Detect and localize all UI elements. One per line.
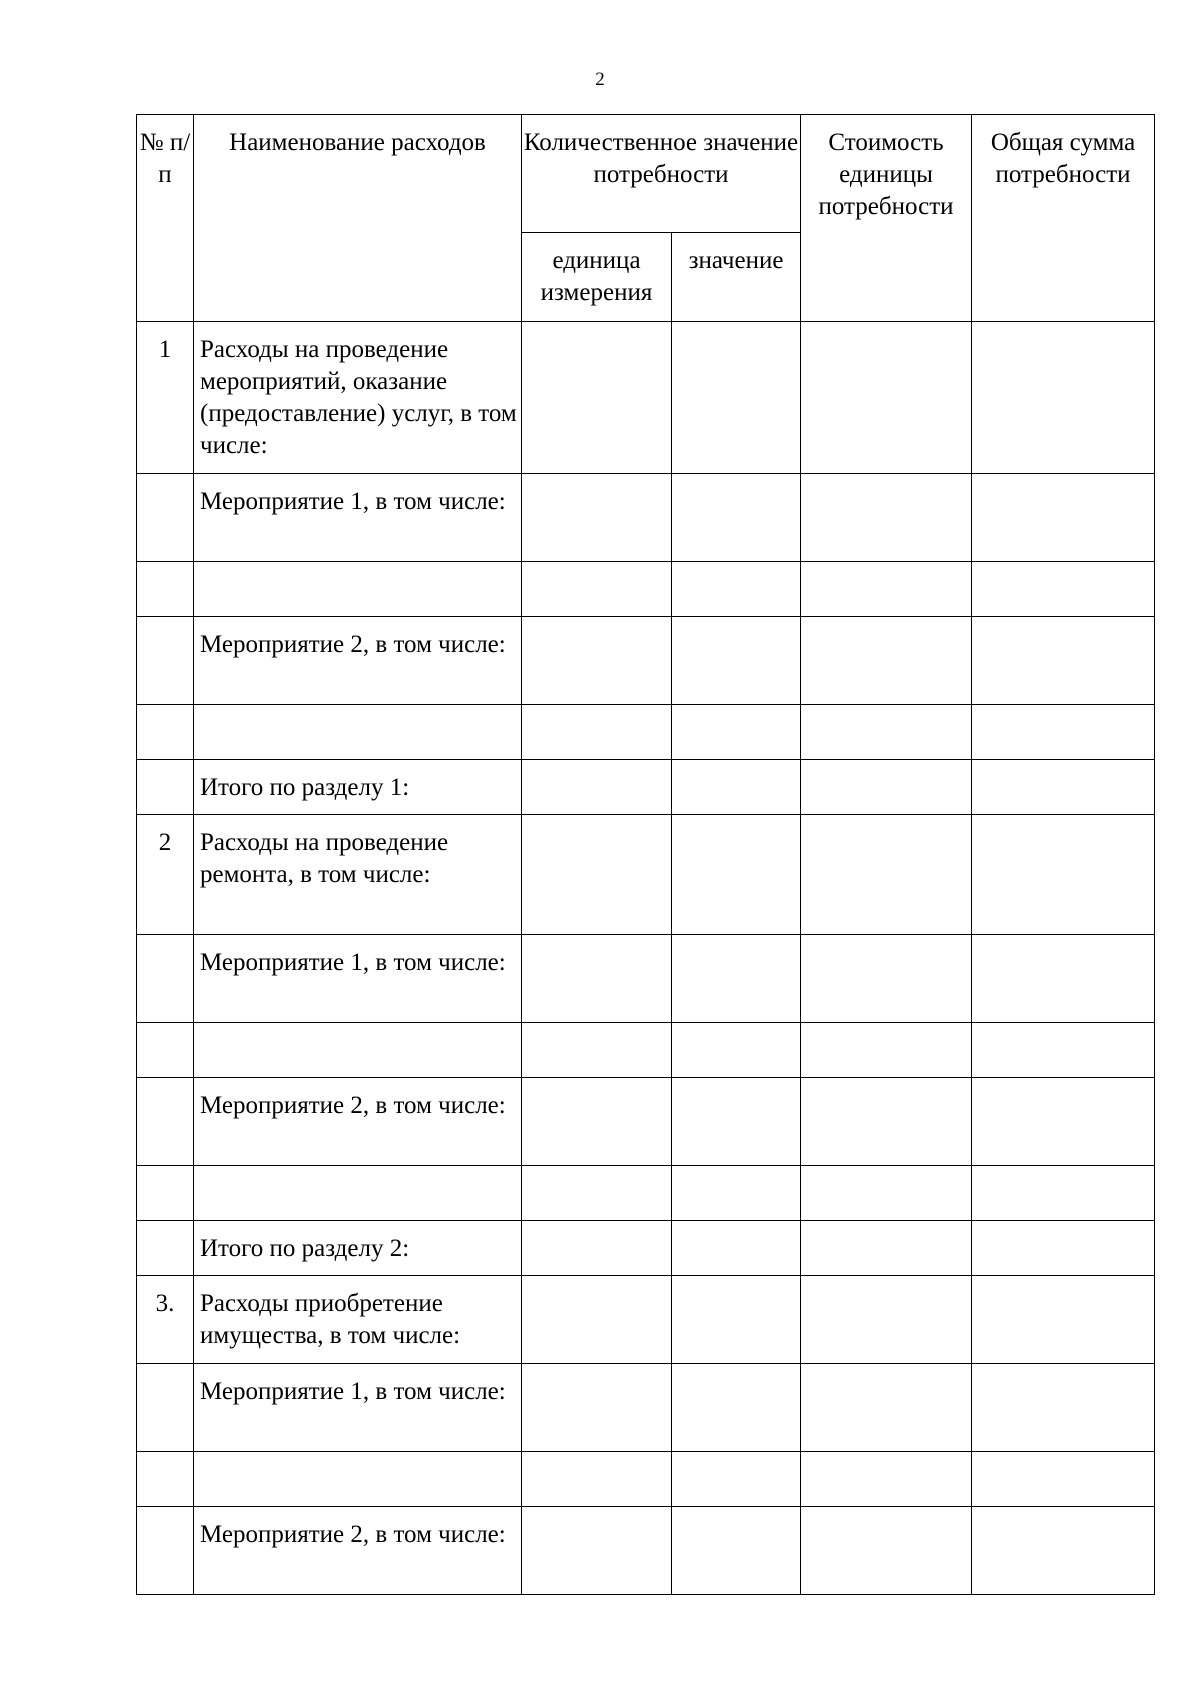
cell-unit-cost bbox=[801, 1364, 972, 1452]
cell-unit bbox=[522, 760, 672, 815]
cell-unit-cost bbox=[801, 1221, 972, 1276]
cell-unit bbox=[522, 1221, 672, 1276]
cell-value bbox=[672, 1364, 801, 1452]
cell-value bbox=[672, 1507, 801, 1595]
expenses-table bbox=[136, 114, 1155, 1595]
cell-unit-cost bbox=[801, 1507, 972, 1595]
cell-unit bbox=[522, 474, 672, 562]
cell-value bbox=[672, 935, 801, 1023]
cell-value bbox=[672, 322, 801, 474]
cell-unit-cost bbox=[801, 705, 972, 760]
row-name: Расходы на проведение ремонта, в том числе: bbox=[194, 815, 522, 935]
table-row bbox=[137, 1276, 1155, 1364]
cell-unit-cost bbox=[801, 1276, 972, 1364]
cell-value bbox=[672, 705, 801, 760]
table-row bbox=[137, 760, 1155, 815]
header-name: Наименование расходов bbox=[194, 115, 522, 322]
cell-unit bbox=[522, 1276, 672, 1364]
row-num bbox=[137, 1023, 194, 1078]
cell-unit bbox=[522, 617, 672, 705]
table-row bbox=[137, 474, 1155, 562]
cell-total bbox=[972, 474, 1155, 562]
cell-total bbox=[972, 322, 1155, 474]
cell-unit bbox=[522, 322, 672, 474]
cell-total bbox=[972, 1166, 1155, 1221]
row-num bbox=[137, 1166, 194, 1221]
cell-value bbox=[672, 1166, 801, 1221]
cell-total bbox=[972, 562, 1155, 617]
row-name: Мероприятие 1, в том числе: bbox=[194, 935, 522, 1023]
cell-unit-cost bbox=[801, 617, 972, 705]
cell-value bbox=[672, 1452, 801, 1507]
header-value: значение bbox=[672, 233, 801, 322]
cell-total bbox=[972, 617, 1155, 705]
row-num: 3. bbox=[137, 1276, 194, 1364]
cell-value bbox=[672, 617, 801, 705]
table-row bbox=[137, 1023, 1155, 1078]
row-num: 2 bbox=[137, 815, 194, 935]
header-num: № п/п bbox=[137, 115, 194, 322]
table-row bbox=[137, 935, 1155, 1023]
cell-unit-cost bbox=[801, 1452, 972, 1507]
table-row bbox=[137, 617, 1155, 705]
cell-unit bbox=[522, 935, 672, 1023]
table-row bbox=[137, 1166, 1155, 1221]
cell-value bbox=[672, 760, 801, 815]
row-name: Мероприятие 1, в том числе: bbox=[194, 1364, 522, 1452]
cell-unit-cost bbox=[801, 322, 972, 474]
cell-value bbox=[672, 474, 801, 562]
cell-unit-cost bbox=[801, 1023, 972, 1078]
cell-value bbox=[672, 562, 801, 617]
cell-total bbox=[972, 760, 1155, 815]
table-row bbox=[137, 705, 1155, 760]
table-row bbox=[137, 815, 1155, 935]
row-name bbox=[194, 1023, 522, 1078]
cell-unit-cost bbox=[801, 1078, 972, 1166]
cell-total bbox=[972, 1452, 1155, 1507]
row-name: Мероприятие 1, в том числе: bbox=[194, 474, 522, 562]
row-num bbox=[137, 1078, 194, 1166]
table-row bbox=[137, 322, 1155, 474]
row-num bbox=[137, 1452, 194, 1507]
header-quantity: Количественное значение потребности bbox=[522, 115, 801, 233]
table-row bbox=[137, 1078, 1155, 1166]
cell-unit bbox=[522, 1364, 672, 1452]
cell-total bbox=[972, 1023, 1155, 1078]
cell-total bbox=[972, 815, 1155, 935]
header-total: Общая сумма потребности bbox=[972, 115, 1155, 322]
cell-total bbox=[972, 705, 1155, 760]
cell-unit bbox=[522, 1078, 672, 1166]
row-num bbox=[137, 1507, 194, 1595]
header-unit: единица измерения bbox=[522, 233, 672, 322]
row-num bbox=[137, 760, 194, 815]
cell-unit-cost bbox=[801, 1166, 972, 1221]
cell-unit-cost bbox=[801, 474, 972, 562]
row-num bbox=[137, 474, 194, 562]
row-num bbox=[137, 562, 194, 617]
cell-unit bbox=[522, 1452, 672, 1507]
row-num bbox=[137, 705, 194, 760]
row-name: Расходы на проведение мероприятий, оказание (предоставление) услуг, в том числе: bbox=[194, 322, 522, 474]
cell-total bbox=[972, 935, 1155, 1023]
cell-unit bbox=[522, 1023, 672, 1078]
row-name bbox=[194, 1166, 522, 1221]
cell-unit-cost bbox=[801, 562, 972, 617]
table-row bbox=[137, 562, 1155, 617]
cell-unit-cost bbox=[801, 760, 972, 815]
row-name: Мероприятие 2, в том числе: bbox=[194, 617, 522, 705]
row-num bbox=[137, 617, 194, 705]
cell-value bbox=[672, 1221, 801, 1276]
row-name: Итого по разделу 2: bbox=[194, 1221, 522, 1276]
page-number: 2 bbox=[595, 69, 605, 90]
cell-total bbox=[972, 1364, 1155, 1452]
cell-unit-cost bbox=[801, 815, 972, 935]
row-name: Расходы приобретение имущества, в том числе: bbox=[194, 1276, 522, 1364]
row-name: Мероприятие 2, в том числе: bbox=[194, 1078, 522, 1166]
cell-total bbox=[972, 1507, 1155, 1595]
cell-value bbox=[672, 1023, 801, 1078]
table-row bbox=[137, 1507, 1155, 1595]
cell-value bbox=[672, 1276, 801, 1364]
cell-value bbox=[672, 1078, 801, 1166]
cell-unit bbox=[522, 1507, 672, 1595]
cell-unit bbox=[522, 1166, 672, 1221]
cell-unit bbox=[522, 705, 672, 760]
cell-total bbox=[972, 1221, 1155, 1276]
table-row bbox=[137, 1221, 1155, 1276]
row-name: Мероприятие 2, в том числе: bbox=[194, 1507, 522, 1595]
cell-unit-cost bbox=[801, 935, 972, 1023]
row-name bbox=[194, 705, 522, 760]
cell-value bbox=[672, 815, 801, 935]
row-num: 1 bbox=[137, 322, 194, 474]
row-name: Итого по разделу 1: bbox=[194, 760, 522, 815]
row-num bbox=[137, 1221, 194, 1276]
cell-unit bbox=[522, 562, 672, 617]
header-unit-cost: Стоимость единицы потребности bbox=[801, 115, 972, 322]
table-row bbox=[137, 1452, 1155, 1507]
table-row bbox=[137, 1364, 1155, 1452]
row-num bbox=[137, 935, 194, 1023]
cell-total bbox=[972, 1078, 1155, 1166]
header-row bbox=[137, 115, 1155, 233]
row-num bbox=[137, 1364, 194, 1452]
cell-unit bbox=[522, 815, 672, 935]
row-name bbox=[194, 562, 522, 617]
row-name bbox=[194, 1452, 522, 1507]
cell-total bbox=[972, 1276, 1155, 1364]
